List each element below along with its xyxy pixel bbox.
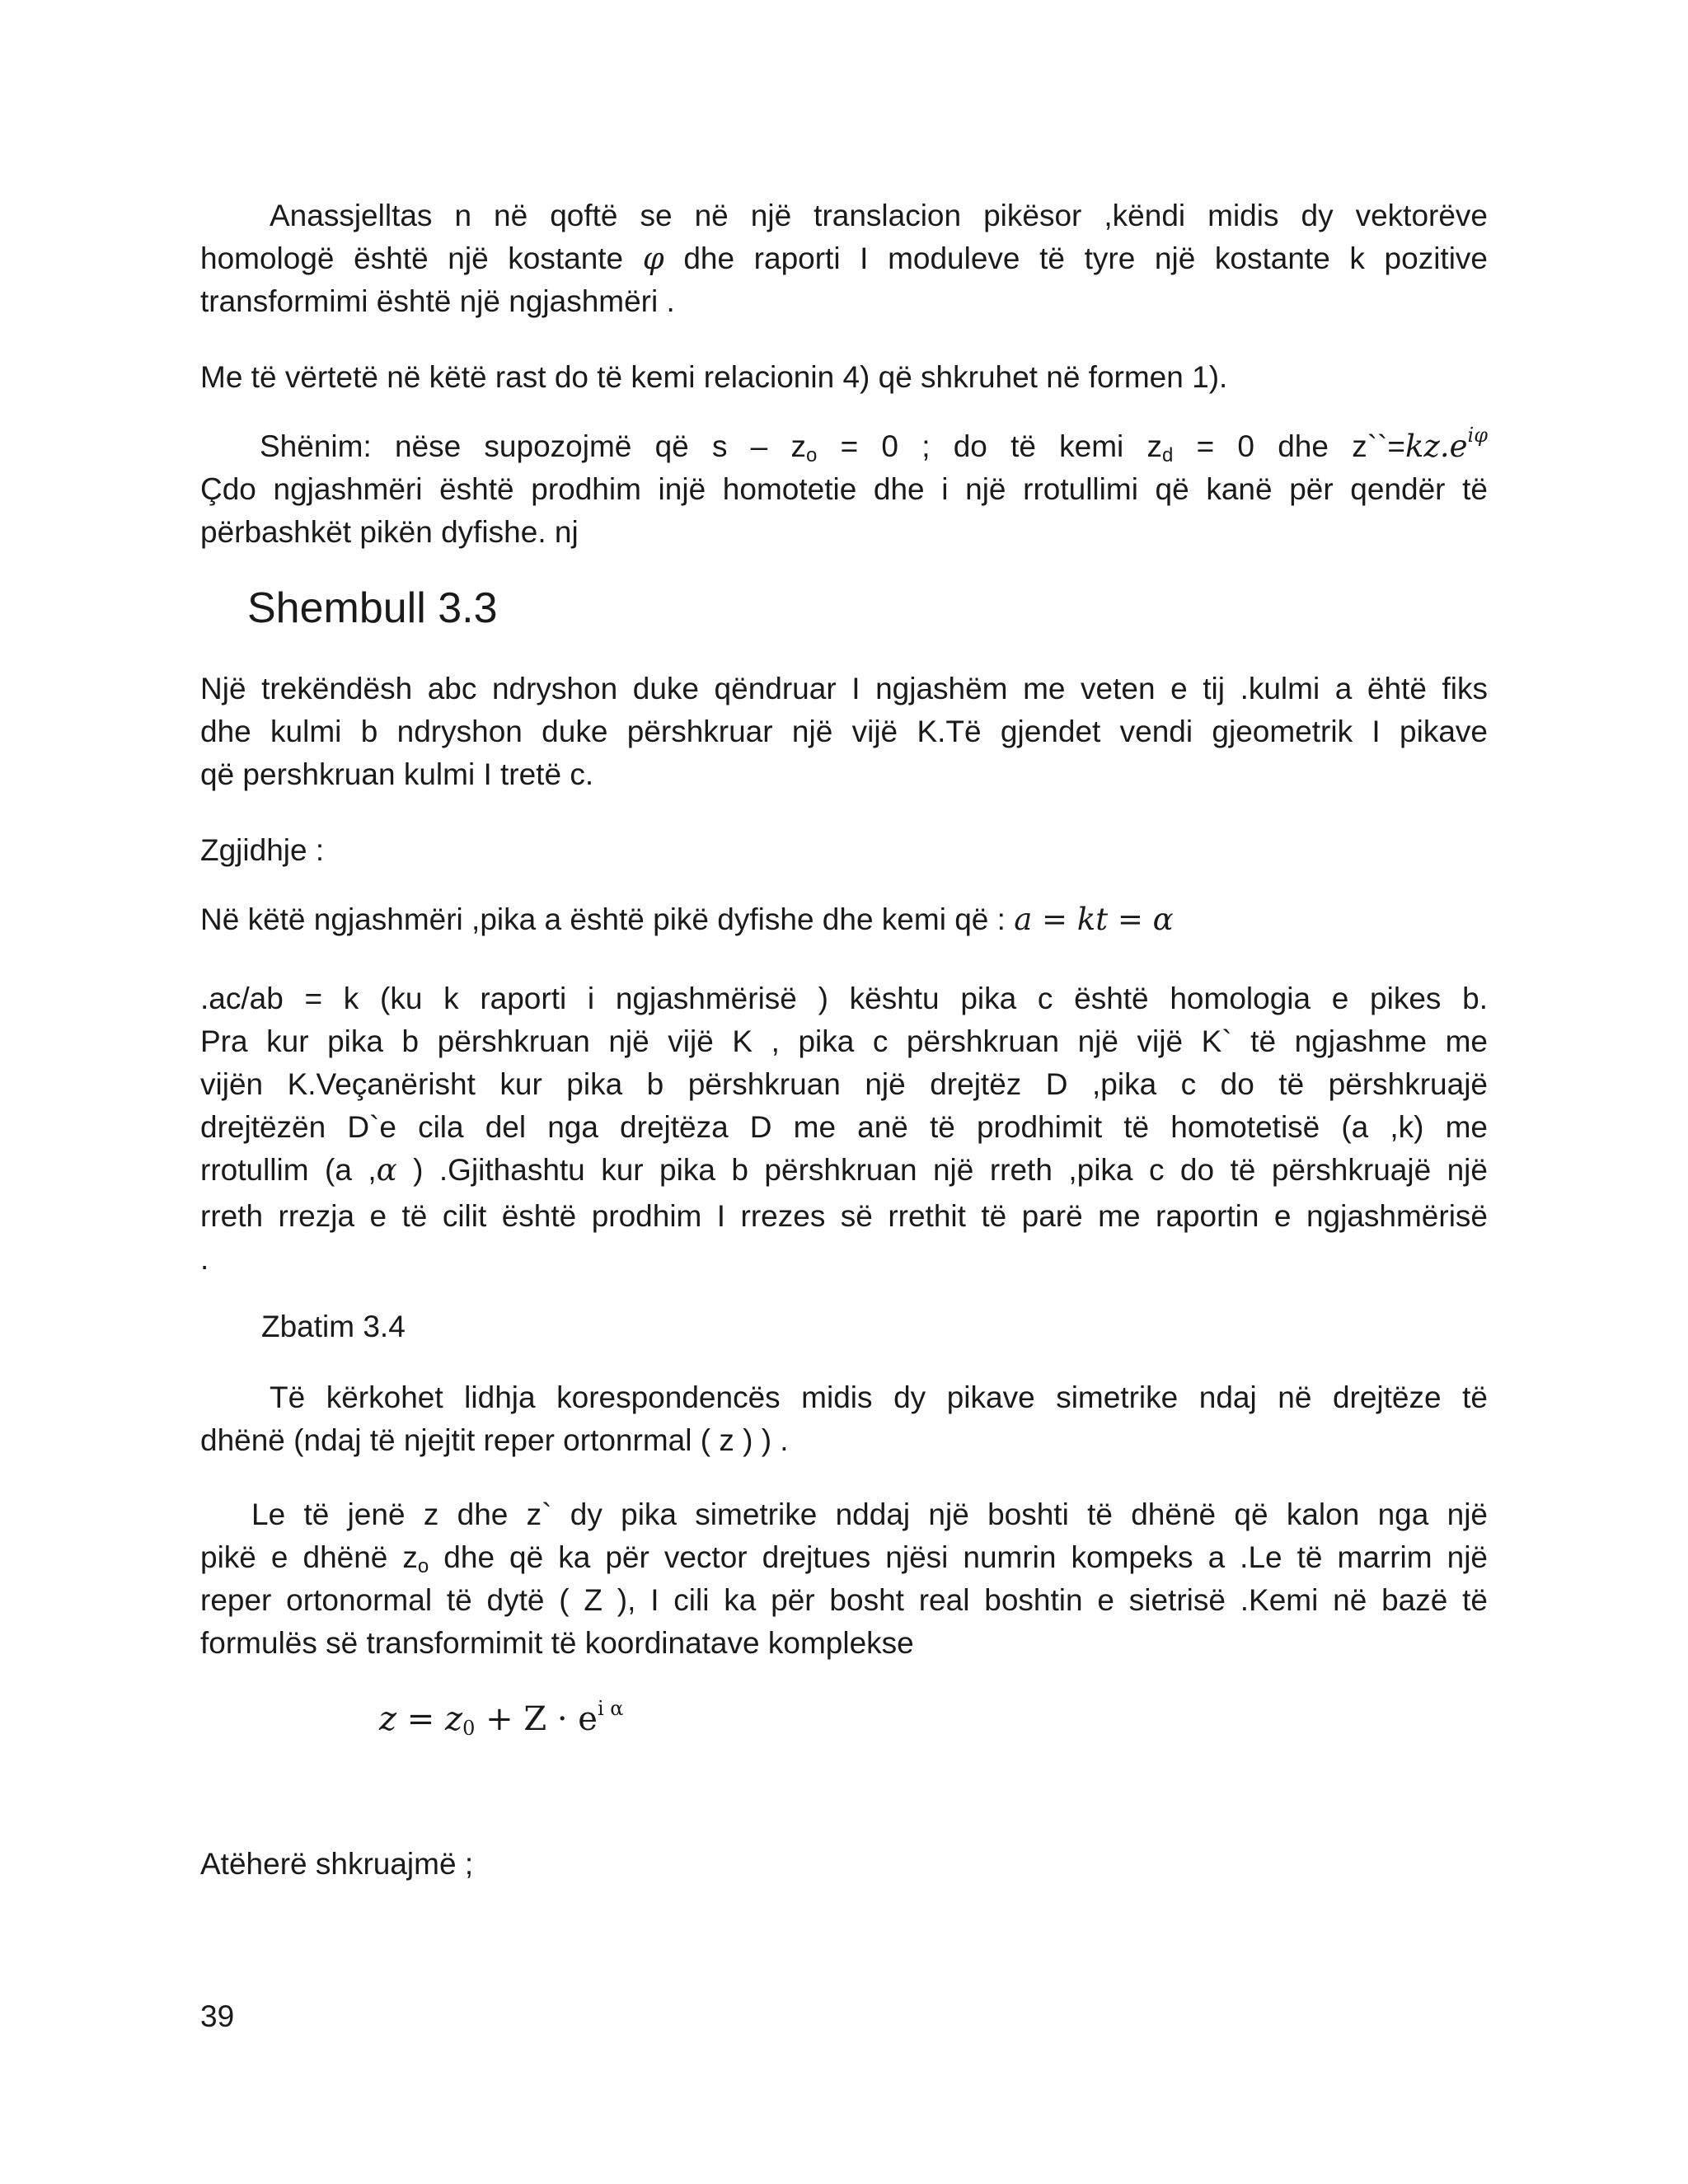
equation-rhs: + Z · e — [475, 1700, 598, 1738]
paragraph-6 — [200, 898, 1488, 941]
paragraph-note — [200, 425, 1488, 554]
paragraph-7-line-5-b: ) .Gjithashtu kur pika b përshkruan një rreth ,pika c do të përshkruajë një — [396, 1153, 1488, 1187]
paragraph-7-line-1: .ac/ab = k (ku k raporti i ngjashmërisë ) kështu pika c është homologia e pikes b. — [200, 982, 1488, 1015]
paragraph-1-line-1: Anassjelltas n në qoftë se në një translacion pikësor ,këndi midis dy vektorëve — [270, 199, 1488, 232]
note-sub-d: d — [1162, 444, 1174, 466]
paragraph-10-line-3: reper ortonormal të dytë ( Z ), I cili ka për bosht real boshtin e sietrisë .Kemi në bazë të — [200, 1583, 1488, 1617]
paragraph-7-line-3: vijën K.Veçanërisht kur pika b përshkruan një drejtëz D ,pika c do të përshkruajë — [200, 1067, 1488, 1101]
paragraph-7 — [200, 977, 1488, 1281]
transformation-equation — [379, 1696, 623, 1742]
note-text-b: = 0 ; do të kemi z — [817, 429, 1163, 463]
paragraph-1-line-2-a: homologë është një kostante — [200, 241, 624, 275]
paragraph-10-line-2 — [200, 1536, 1488, 1579]
paragraph-example — [200, 668, 1488, 796]
paragraph-11-line: Atëherë shkruajmë ; — [200, 1847, 474, 1881]
equation-sup: i α — [597, 1697, 624, 1720]
paragraph-10-line-4: formulës së transformimit të koordinatave komplekse — [200, 1626, 914, 1660]
alpha-symbol: α — [376, 1152, 397, 1188]
example-line-2: dhe kulmi b ndryshon duke përshkruar një vijë K.Të gjendet vendi gjeometrik I pikave — [200, 715, 1488, 748]
paragraph-2-line: Me të vërtetë në këtë rast do të kemi relacionin 4) që shkruhet në formen 1). — [200, 360, 1228, 394]
paragraph-1 — [200, 194, 1488, 323]
paragraph-7-line-5-a: rrotullim (a , — [200, 1153, 377, 1187]
note-line-2: Çdo ngjashmëri është prodhim injë homotetie dhe i një rrotullimi që kanë për qendër të — [200, 472, 1488, 506]
paragraph-1-line-2 — [200, 237, 1488, 280]
application-label: Zbatim 3.4 — [261, 1310, 406, 1343]
note-math: kz.e — [1404, 429, 1468, 464]
section-heading: Shembull 3.3 — [247, 584, 498, 632]
paragraph-9-line-1: Të kërkohet lidhja korespondencës midis dy pikave simetrike ndaj në drejtëze të — [270, 1380, 1488, 1414]
example-line-1: Një trekëndësh abc ndryshon duke qëndruar I ngjashëm me veten e tij .kulmi a ëhtë fiks — [200, 672, 1488, 705]
example-line-3: që pershkruan kulmi I tretë c. — [200, 757, 594, 791]
paragraph-9-line-2: dhënë (ndaj të njejtit reper ortonrmal ( z ) ) . — [200, 1423, 789, 1457]
paragraph-7-line-2: Pra kur pika b përshkruan një vijë K , pika c përshkruan një vijë K` të ngjashme me — [200, 1024, 1488, 1058]
paragraph-10-line-2-b: dhe që ka për vector drejtues njësi numrin kompeks a .Le të marrim një — [429, 1540, 1489, 1574]
equation-lhs: z = z — [379, 1700, 463, 1738]
paragraph-10-line-2-a: pikë e dhënë z — [200, 1540, 418, 1574]
note-line-3: përbashkët pikën dyfishe. nj — [200, 515, 579, 549]
note-math-sup: iφ — [1467, 424, 1489, 447]
paragraph-6-line — [200, 898, 1488, 941]
paragraph-10-line-1: Le të jenë z dhe z` dy pika simetrike nddaj një boshti të dhënë që kalon nga një — [251, 1497, 1488, 1531]
paragraph-10 — [200, 1493, 1488, 1665]
paragraph-11 — [200, 1843, 1488, 1886]
paragraph-7-line-4: drejtëzën D`e cila del nga drejtëza D me anë të prodhimit të homotetisë (a ,k) me — [200, 1110, 1488, 1144]
equation-sub: 0 — [462, 1717, 476, 1740]
note-text-a: Shënim: nëse supozojmë që s – z — [260, 429, 806, 463]
paragraph-6-math: a = kt = α — [1014, 902, 1174, 937]
paragraph-7-line-7: . — [200, 1242, 209, 1276]
page-number: 39 — [200, 1999, 235, 2033]
note-line-1 — [200, 425, 1488, 468]
paragraph-7-line-6: rreth rrezja e të cilit është prodhim I rrezes së rrethit të parë me raportin e ngjashmërisë — [200, 1199, 1488, 1233]
phi-symbol: φ — [642, 241, 664, 276]
paragraph-9 — [200, 1376, 1488, 1462]
paragraph-6-text: Në këtë ngjashmëri ,pika a është pikë dyfishe dhe kemi që : — [200, 902, 1015, 936]
note-sub-o: o — [805, 444, 818, 466]
solution-label: Zgjidhje : — [200, 833, 325, 867]
paragraph-1-line-3: transformimi është një ngjashmëri . — [200, 284, 675, 318]
paragraph-1-line-2-b: dhe raporti I moduleve të tyre një kostante k pozitive — [683, 241, 1488, 275]
paragraph-10-sub-o: o — [417, 1555, 429, 1577]
paragraph-2 — [200, 356, 1488, 399]
note-text-c: = 0 dhe z``= — [1173, 429, 1405, 463]
application-label-block — [200, 1305, 1488, 1348]
solution-label-block — [200, 829, 1488, 872]
paragraph-7-line-5 — [200, 1149, 1488, 1192]
